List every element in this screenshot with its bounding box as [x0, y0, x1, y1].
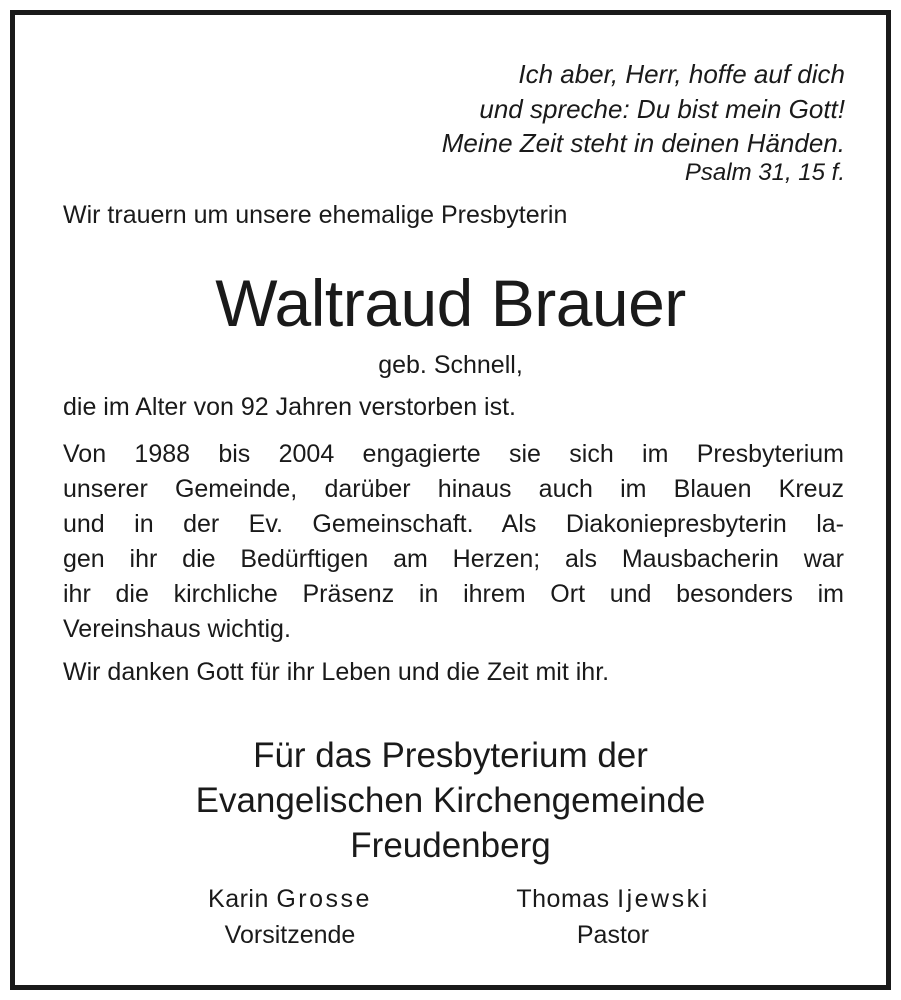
signer-name [483, 881, 743, 917]
deceased-name: Waltraud Brauer [215, 266, 686, 340]
signer-role: Pastor [576, 921, 650, 949]
age-line: die im Alter von 92 Jahren verstorben ist. [63, 393, 517, 421]
birth-name: geb. Schnell, [378, 351, 523, 379]
biography-line: gen ihr die Bedürftigen am Herzen; als Mausbacherin war [63, 545, 844, 573]
verse-line: und spreche: Du bist mein Gott! [479, 93, 845, 124]
verse-line: Ich aber, Herr, hoffe auf dich [518, 59, 845, 89]
verse-reference: Psalm 31, 15 f. [684, 159, 845, 186]
thanks-line: Wir danken Gott für ihr Leben und die Zeit mit ihr. [63, 658, 610, 686]
obituary-frame [10, 10, 891, 990]
organization-line: Evangelischen Kirchengemeinde [195, 781, 706, 820]
bible-verse [442, 57, 845, 161]
biography-line: unserer Gemeinde, darüber hinaus auch im Blauen Kreuz [63, 475, 844, 503]
obituary-content [15, 15, 886, 985]
mourning-intro: Wir trauern um unsere ehemalige Presbyterin [63, 201, 568, 229]
signer-chair [165, 881, 415, 953]
biography-line: und in der Ev. Gemeinschaft. Als Diakoniepresbyterin la- [63, 510, 844, 538]
signer-first-name: Karin [208, 885, 269, 913]
signer-last-name: Grosse [276, 885, 372, 913]
signer-role: Vorsitzende [224, 921, 356, 949]
organization-block [15, 733, 886, 868]
biography-line: ihr die kirchliche Präsenz in ihrem Ort und besonders im [63, 580, 844, 608]
signer-name [165, 881, 415, 917]
verse-line: Meine Zeit steht in deinen Händen. [441, 128, 845, 158]
signer-pastor [483, 881, 743, 953]
biography-line: Vereinshaus wichtig. [63, 615, 291, 643]
organization-line: Für das Presbyterium der [253, 736, 648, 775]
signer-first-name: Thomas [516, 885, 610, 913]
organization-line: Freudenberg [350, 826, 551, 865]
biography-line: Von 1988 bis 2004 engagierte sie sich im Presbyterium [63, 440, 844, 468]
biography [63, 437, 844, 647]
signer-last-name: Ijewski [617, 885, 710, 913]
